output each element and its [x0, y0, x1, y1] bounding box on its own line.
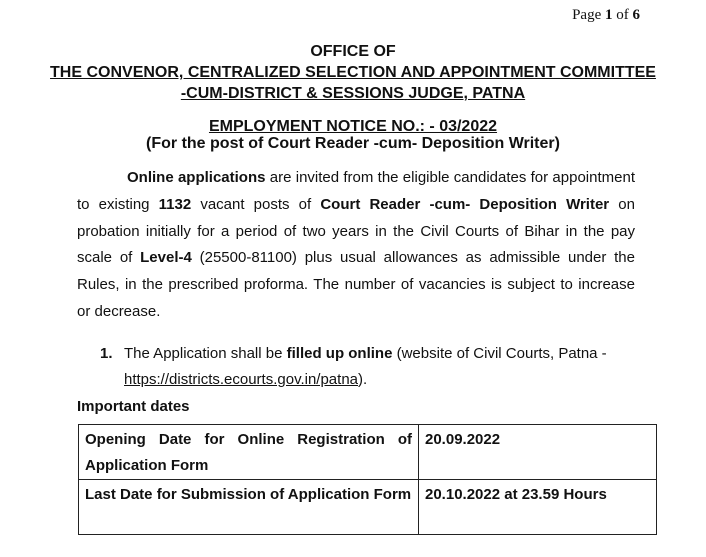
list-item: 1. The Application shall be filled up online (website of Civil Courts, Patna - https://districts.ecourts.gov.in/patna). — [102, 341, 642, 393]
civil-courts-patna-link[interactable]: https://districts.ecourts.gov.in/patna — [124, 371, 359, 388]
notice-subtitle: (For the post of Court Reader -cum- Deposition Writer) — [146, 135, 560, 152]
district-judge-heading: -CUM-DISTRICT & SESSIONS JUDGE, PATNA — [180, 85, 526, 102]
date-label-cell: Opening Date for Online Registration of Application Form — [79, 425, 419, 480]
page-number: Page 1 of 6 — [572, 7, 640, 23]
date-value-cell: 20.10.2022 at 23.59 Hours — [419, 480, 657, 535]
table-row — [79, 425, 657, 480]
table-row — [79, 480, 657, 535]
notice-title: EMPLOYMENT NOTICE NO.: - 03/2022 — [208, 118, 498, 135]
date-label-cell: Last Date for Submission of Application Form — [79, 480, 419, 535]
intro-paragraph: Online applications are invited from the eligible candidates for appointment to existing 1132 vacant posts of Court Reader -cum- Deposition Writer on probation initially for a period of two years in the Civil Courts of Bihar in the pay scale of Level-4 (25500-81100) plus usual allowances as admissible under the Rules, in the prescribed proforma. The number of vacancies is subject to increase or decrease. — [77, 169, 635, 320]
important-dates-table — [78, 424, 657, 535]
important-dates-heading: Important dates — [77, 398, 190, 415]
date-value-cell: 20.09.2022 — [419, 425, 657, 480]
convenor-heading: THE CONVENOR, CENTRALIZED SELECTION AND APPOINTMENT COMMITTEE — [50, 64, 656, 81]
office-of-heading: OFFICE OF — [310, 43, 396, 60]
list-number: 1. — [100, 345, 113, 362]
